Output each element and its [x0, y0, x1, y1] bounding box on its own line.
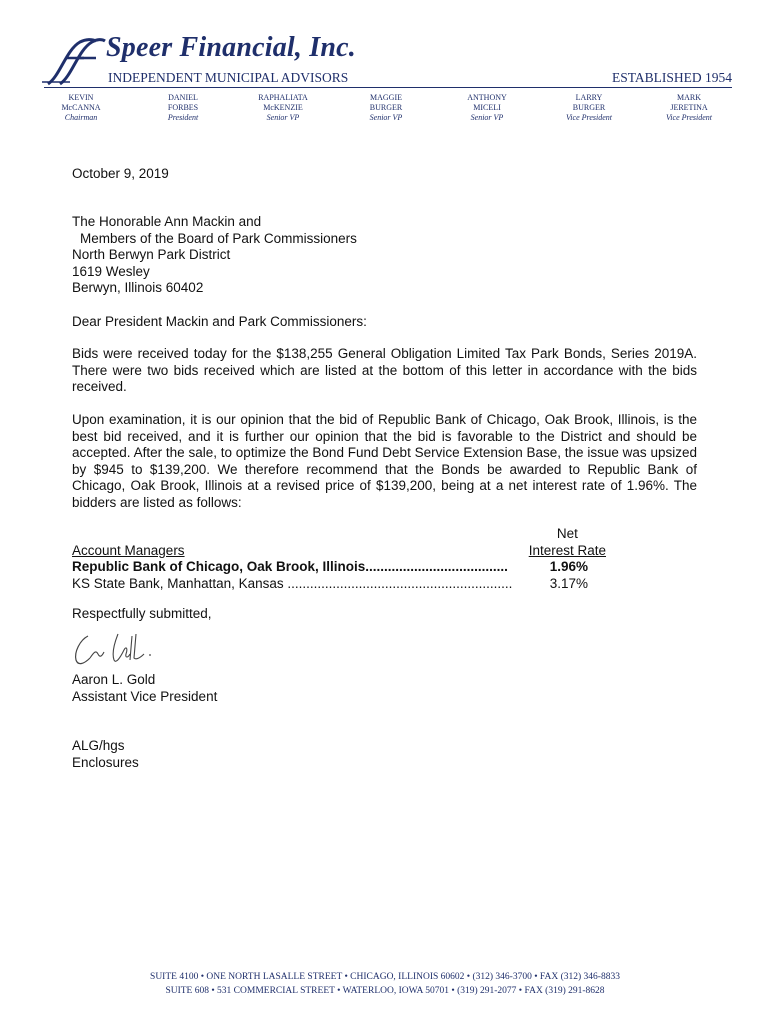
bidder-rate: 1.96%: [549, 559, 588, 574]
firm-name: Speer Financial, Inc.: [106, 32, 357, 63]
enclosures-note: Enclosures: [72, 754, 139, 770]
bidder-name: KS State Bank, Manhattan, Kansas ............................................................: [72, 575, 513, 591]
letter-date: October 9, 2019: [72, 166, 169, 181]
bids-table: [72, 526, 612, 592]
salutation: Dear President Mackin and Park Commissioners:: [72, 314, 367, 329]
bidder-rate: 3.17%: [549, 575, 588, 591]
recipient-address: [72, 214, 357, 297]
signer-block: [72, 672, 217, 705]
officer: KEVIN McCANNA Chairman: [61, 93, 101, 122]
officers-row: [36, 93, 746, 129]
table-row: [72, 576, 612, 593]
col-account-managers: Account Managers: [72, 542, 185, 558]
address-line: The Honorable Ann Mackin and: [72, 214, 262, 229]
bids-table-header: [72, 526, 612, 559]
col-net-interest-rate: Net Interest Rate: [528, 526, 606, 558]
officer: ANTHONY MICELI Senior VP: [467, 93, 507, 122]
paragraph-recommendation: Upon examination, it is our opinion that the bid of Republic Bank of Chicago, Oak Brook, Illinois, is the best bid received, and it is further our opinion that the bid is favorable to the District and should be accepted. After the sale, to optimize the Bond Fund Debt Service Extension Base, the issue was upsized by $945 to $139,200. We therefore recommend that the Bonds be awarded to Republic Bank of Chicago, Oak Brook, Illinois at a revised price of $139,200, being at a net interest rate of 1.96%. The bidders are listed as follows:: [72, 412, 697, 510]
signer-title: Assistant Vice President: [72, 688, 218, 704]
reference-initials: ALG/hgs: [72, 738, 125, 753]
paragraph-bids-received: Bids were received today for the $138,255 General Obligation Limited Tax Park Bonds, Series 2019A. There were two bids received which are listed at the bottom of this letter in accordance with the bids received.: [72, 346, 697, 394]
address-line: Berwyn, Illinois 60402: [72, 280, 204, 295]
bidder-name: Republic Bank of Chicago, Oak Brook, Illinois......................................: [72, 559, 508, 574]
address-line: North Berwyn Park District: [72, 247, 231, 262]
officer: LARRY BURGER Vice President: [566, 93, 612, 122]
officer: DANIEL FORBES President: [167, 93, 199, 122]
officer: MAGGIE BURGER Senior VP: [369, 93, 403, 122]
footer-chicago-address: SUITE 4100 • ONE NORTH LASALLE STREET • CHICAGO, ILLINOIS 60602 • (312) 346-3700 • FAX (312) 346-8833: [150, 972, 620, 982]
signer-name: Aaron L. Gold: [72, 672, 156, 687]
letterhead-rule: [44, 87, 732, 88]
footer-waterloo-address: SUITE 608 • 531 COMMERCIAL STREET • WATERLOO, IOWA 50701 • (319) 291-2077 • FAX (319) 291-8628: [165, 986, 605, 996]
reference-block: [72, 738, 139, 771]
officer: MARK JERETINA Vice President: [666, 93, 712, 122]
closing: Respectfully submitted,: [72, 606, 212, 621]
signature: [70, 628, 166, 670]
firm-tagline: INDEPENDENT MUNICIPAL ADVISORS: [108, 70, 349, 85]
speer-logo: [40, 36, 106, 88]
address-line: 1619 Wesley: [72, 263, 150, 279]
officer: RAPHALIATA McKENZIE Senior VP: [258, 93, 308, 122]
table-row: [72, 559, 612, 576]
address-line: Members of the Board of Park Commissioners: [80, 230, 357, 246]
established-year: ESTABLISHED 1954: [611, 70, 732, 85]
